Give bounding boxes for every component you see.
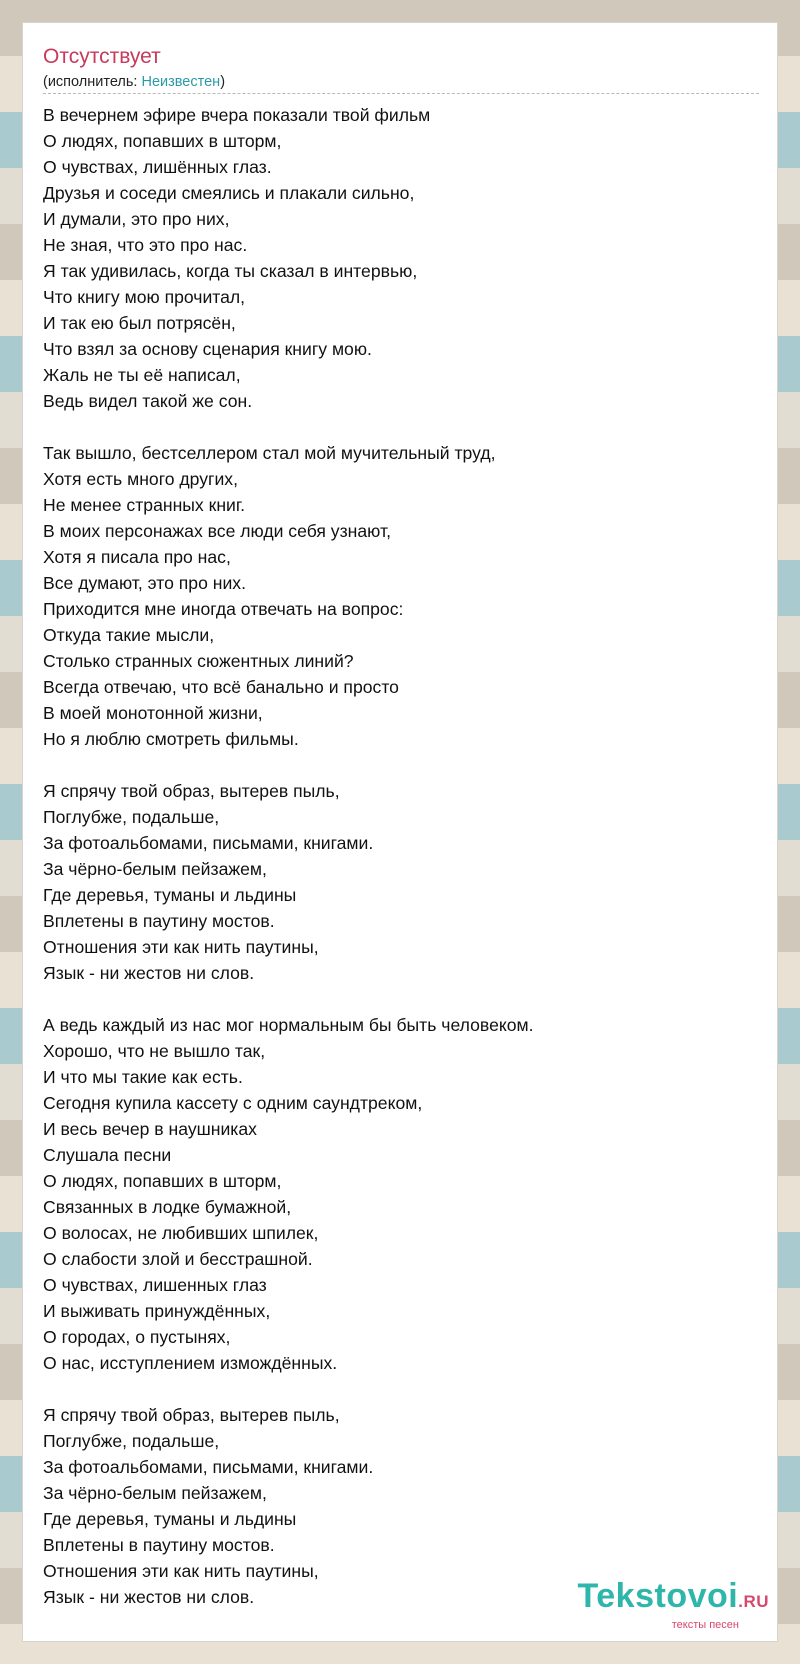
lyric-line: Так вышло, бестселлером стал мой мучительный труд, (43, 443, 496, 463)
song-meta (43, 73, 225, 91)
meta-prefix: (исполнитель: (43, 74, 142, 90)
lyric-line: Что взял за основу сценария книгу мою. (43, 339, 372, 359)
lyric-line: В моих персонажах все люди себя узнают, (43, 521, 391, 541)
lyric-line: Хотя я писала про нас, (43, 547, 231, 567)
lyric-line: Слушала песни (43, 1145, 172, 1165)
lyric-line: О чувствах, лишённых глаз. (43, 157, 272, 177)
lyric-line: Что книгу мою прочитал, (43, 287, 246, 307)
lyric-line: Отношения эти как нить паутины, (43, 1561, 319, 1581)
title-divider (43, 93, 759, 94)
lyrics-text (43, 102, 759, 1610)
logo-subtitle: тексты песен (671, 1619, 739, 1631)
lyric-line: И что мы такие как есть. (43, 1067, 243, 1087)
lyric-line: За фотоальбомами, письмами, книгами. (43, 833, 374, 853)
lyric-line: Поглубже, подальше, (43, 807, 220, 827)
lyric-line: За фотоальбомами, письмами, книгами. (43, 1457, 374, 1477)
stanza-break (43, 986, 759, 1012)
lyric-line: Язык - ни жестов ни слов. (43, 1587, 255, 1607)
lyric-line: Откуда такие мысли, (43, 625, 215, 645)
lyric-line: Друзья и соседи смеялись и плакали сильно, (43, 183, 415, 203)
lyric-line: И думали, это про них, (43, 209, 230, 229)
lyrics-card (22, 22, 778, 1642)
lyric-line: А ведь каждый из нас мог нормальным бы быть человеком. (43, 1015, 534, 1035)
lyric-line: Сегодня купила кассету с одним саундтреком, (43, 1093, 423, 1113)
lyric-line: Не зная, что это про нас. (43, 235, 248, 255)
lyric-line: В моей монотонной жизни, (43, 703, 263, 723)
lyric-line: Но я люблю смотреть фильмы. (43, 729, 299, 749)
logo-wordmark: Tekstovoi (577, 1577, 739, 1615)
lyric-line: О чувствах, лишенных глаз (43, 1275, 267, 1295)
lyric-line: За чёрно-белым пейзажем, (43, 859, 267, 879)
lyric-line: Связанных в лодке бумажной, (43, 1197, 292, 1217)
stanza-break (43, 752, 759, 778)
logo-tld: .RU (738, 1592, 769, 1611)
lyric-line: Я так удивилась, когда ты сказал в интервью, (43, 261, 418, 281)
site-logo[interactable] (578, 1579, 769, 1631)
lyric-line: За чёрно-белым пейзажем, (43, 1483, 267, 1503)
lyric-line: Столько странных сюжентных линий? (43, 651, 354, 671)
lyric-line: О городах, о пустынях, (43, 1327, 231, 1347)
lyric-line: Приходится мне иногда отвечать на вопрос: (43, 599, 404, 619)
lyric-line: Всегда отвечаю, что всё банально и просто (43, 677, 399, 697)
lyric-line: И выживать принуждённых, (43, 1301, 271, 1321)
lyric-line: Жаль не ты её написал, (43, 365, 241, 385)
lyric-line: О нас, исступлением измождённых. (43, 1353, 338, 1373)
lyric-line: Где деревья, туманы и льдины (43, 885, 297, 905)
lyric-line: Отношения эти как нить паутины, (43, 937, 319, 957)
lyric-line: Вплетены в паутину мостов. (43, 911, 275, 931)
lyric-line: О людях, попавших в шторм, (43, 1171, 282, 1191)
lyric-line: О волосах, не любивших шпилек, (43, 1223, 319, 1243)
lyric-line: О слабости злой и бесстрашной. (43, 1249, 313, 1269)
lyric-line: Язык - ни жестов ни слов. (43, 963, 255, 983)
artist-link[interactable]: Неизвестен (141, 74, 221, 90)
stanza-break (43, 1376, 759, 1402)
lyric-line: Хотя есть много других, (43, 469, 238, 489)
meta-suffix: ) (220, 74, 226, 90)
song-title: Отсутствует (43, 45, 161, 68)
lyric-line: В вечернем эфире вчера показали твой фильм (43, 105, 431, 125)
lyric-line: Вплетены в паутину мостов. (43, 1535, 275, 1555)
stanza-break (43, 414, 759, 440)
lyric-line: О людях, попавших в шторм, (43, 131, 282, 151)
lyric-line: И так ею был потрясён, (43, 313, 236, 333)
lyric-line: И весь вечер в наушниках (43, 1119, 257, 1139)
lyric-line: Ведь видел такой же сон. (43, 391, 253, 411)
lyric-line: Поглубже, подальше, (43, 1431, 220, 1451)
lyric-line: Хорошо, что не вышло так, (43, 1041, 266, 1061)
lyric-line: Я спрячу твой образ, вытерев пыль, (43, 1405, 340, 1425)
lyric-line: Я спрячу твой образ, вытерев пыль, (43, 781, 340, 801)
lyric-line: Где деревья, туманы и льдины (43, 1509, 297, 1529)
lyric-line: Все думают, это про них. (43, 573, 246, 593)
lyric-line: Не менее странных книг. (43, 495, 246, 515)
